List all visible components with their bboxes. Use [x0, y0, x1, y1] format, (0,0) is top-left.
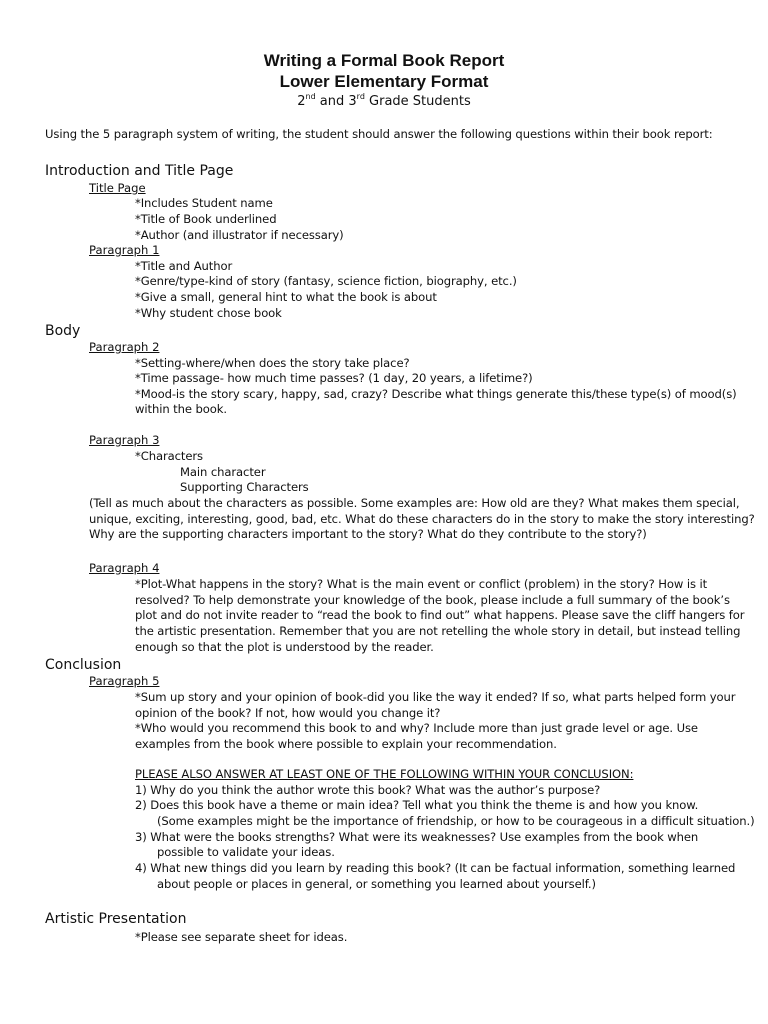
paragraph5-line: *Who would you recommend this book to and why? Include more than just grade level or age. Use — [135, 721, 698, 735]
title-page-item: *Includes Student name — [135, 196, 273, 210]
paragraph3-note-line: unique, exciting, interesting, good, bad, etc. What do these characters do in the story to make the story interesting? — [89, 512, 755, 526]
paragraph4-line: enough so that the plot is understood by the reader. — [135, 640, 434, 654]
also-answer-heading: PLEASE ALSO ANSWER AT LEAST ONE OF THE FOLLOWING WITHIN YOUR CONCLUSION: — [135, 767, 634, 781]
title-page-item: *Author (and illustrator if necessary) — [135, 228, 344, 242]
paragraph3-characters: *Characters — [135, 449, 203, 463]
paragraph1-label: Paragraph 1 — [89, 243, 160, 257]
question-item: about people or places in general, or something you learned about yourself.) — [157, 877, 596, 891]
paragraph2-item: *Mood-is the story scary, happy, sad, crazy? Describe what things generate this/these type(s) of mood(s) — [135, 387, 737, 401]
paragraph3-supporting: Supporting Characters — [180, 480, 309, 494]
paragraph5-line: examples from the book where possible to explain your recommendation. — [135, 737, 557, 751]
paragraph1-item: *Genre/type-kind of story (fantasy, science fiction, biography, etc.) — [135, 274, 517, 288]
grade-line — [0, 93, 768, 111]
paragraph3-main: Main character — [180, 465, 266, 479]
artistic-line: *Please see separate sheet for ideas. — [135, 930, 348, 944]
paragraph3-label: Paragraph 3 — [89, 433, 160, 447]
paragraph5-label: Paragraph 5 — [89, 674, 160, 688]
heading-artistic-presentation: Artistic Presentation — [45, 911, 187, 927]
paragraph3-note-line: (Tell as much about the characters as possible. Some examples are: How old are they? What makes them special, — [89, 496, 740, 510]
paragraph4-label: Paragraph 4 — [89, 561, 160, 575]
paragraph3-note-line: Why are the supporting characters important to the story? What do they contribute to the story?) — [89, 527, 647, 541]
question-item: possible to validate your ideas. — [157, 845, 335, 859]
question-item: (Some examples might be the importance of friendship, or how to be courageous in a difficult situation.) — [157, 814, 755, 828]
heading-introduction: Introduction and Title Page — [45, 163, 234, 179]
grade-2: 2 — [297, 94, 306, 109]
paragraph5-line: *Sum up story and your opinion of book-did you like the way it ended? If so, what parts helped form your — [135, 690, 736, 704]
paragraph4-line: plot and do not invite reader to “read the book to find out” what happens. Please save the cliff hangers for — [135, 608, 745, 622]
grade-3-sup: rd — [356, 91, 365, 101]
paragraph2-item: *Setting-where/when does the story take place? — [135, 356, 410, 370]
paragraph1-item: *Why student chose book — [135, 306, 282, 320]
paragraph5-line: opinion of the book? If not, how would you change it? — [135, 706, 441, 720]
paragraph2-item: within the book. — [135, 402, 227, 416]
paragraph4-line: the artistic presentation. Remember that you are not retelling the whole story in detail, but instead telling — [135, 624, 741, 638]
paragraph4-line: *Plot-What happens in the story? What is the main event or conflict (problem) in the story? How is it — [135, 577, 708, 591]
paragraph4-line: resolved? To help demonstrate your knowledge of the book, please include a full summary of the book’s — [135, 593, 730, 607]
paragraph2-label: Paragraph 2 — [89, 340, 160, 354]
grade-2-sup: nd — [305, 91, 316, 101]
question-item: 1) Why do you think the author wrote this book? What was the author’s purpose? — [135, 783, 601, 797]
document-title: Writing a Formal Book Report — [263, 51, 505, 70]
grade-end: Grade Students — [364, 94, 471, 109]
paragraph1-item: *Title and Author — [135, 259, 233, 273]
document-subtitle: Lower Elementary Format — [279, 72, 489, 91]
paragraph2-item: *Time passage- how much time passes? (1 day, 20 years, a lifetime?) — [135, 371, 533, 385]
question-item: 4) What new things did you learn by reading this book? (It can be factual information, something learned — [135, 861, 736, 875]
title-page-item: *Title of Book underlined — [135, 212, 277, 226]
title-block — [0, 50, 768, 111]
heading-conclusion: Conclusion — [45, 657, 122, 673]
paragraph1-item: *Give a small, general hint to what the book is about — [135, 290, 437, 304]
heading-body: Body — [45, 323, 81, 339]
grade-mid: and 3 — [315, 94, 357, 109]
question-item: 3) What were the books strengths? What were its weaknesses? Use examples from the book when — [135, 830, 699, 844]
title-page-label: Title Page — [89, 181, 146, 195]
question-item: 2) Does this book have a theme or main idea? Tell what you think the theme is and how you know. — [135, 798, 699, 812]
intro-paragraph: Using the 5 paragraph system of writing, the student should answer the following questions within their book report: — [45, 127, 713, 141]
